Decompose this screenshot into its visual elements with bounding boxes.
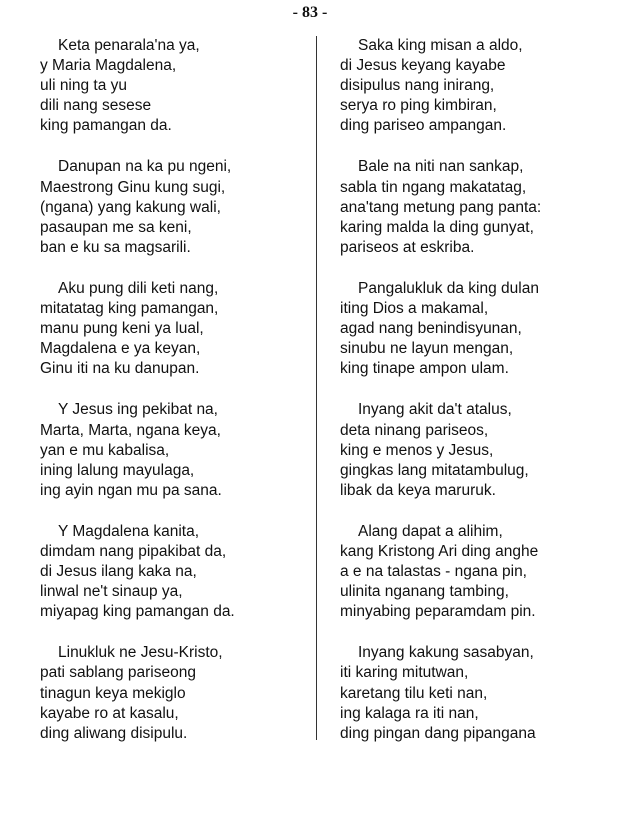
verse-line: sabla tin ngang makatatag,: [340, 178, 527, 196]
stanza: [40, 279, 310, 379]
verse-line: karetang tilu keti nan,: [340, 684, 488, 702]
verse-line: iti karing mitutwan,: [340, 664, 469, 682]
verse-line: uli ning ta yu: [40, 77, 128, 95]
verse-line: king pamangan da.: [40, 117, 172, 135]
verse-line: kang Kristong Ari ding anghe: [340, 542, 539, 560]
verse-line: di Jesus ilang kaka na,: [40, 563, 197, 581]
verse-line: Ginu iti na ku danupan.: [40, 360, 200, 378]
verse-line: pasaupan me sa keni,: [40, 218, 192, 236]
stanza: [340, 400, 580, 500]
verse-line: ding aliwang disipulu.: [40, 724, 188, 742]
verse-line: minyabing peparamdam pin.: [340, 603, 536, 621]
verse-line: Y Jesus ing pekibat na,: [58, 401, 218, 419]
verse-line: (ngana) yang kakung wali,: [40, 198, 221, 216]
verse-line: Keta penarala'na ya,: [58, 37, 200, 54]
stanza: [340, 36, 580, 136]
verse-line: ana'tang metung pang panta:: [340, 198, 542, 216]
verse-line: kayabe ro at kasalu,: [40, 704, 179, 722]
verse-line: iting Dios a makamal,: [340, 300, 489, 318]
verse-line: serya ro ping kimbiran,: [340, 97, 497, 115]
verse-line: Saka king misan a aldo,: [358, 37, 523, 54]
verse-line: sinubu ne layun mengan,: [340, 340, 514, 358]
verse-line: Danupan na ka pu ngeni,: [58, 158, 232, 176]
verse-line: tinagun keya mekiglo: [40, 684, 186, 702]
verse-line: ing ayin ngan mu pa sana.: [40, 481, 222, 499]
stanza: [340, 522, 580, 622]
stanza: [340, 279, 580, 379]
verse-line: ing kalaga ra iti nan,: [340, 704, 479, 722]
stanza: [40, 157, 310, 257]
verse-line: yan e mu kabalisa,: [40, 441, 170, 459]
verse-line: a e na talastas - ngana pin,: [340, 563, 527, 581]
verse-line: linwal ne't sinaup ya,: [40, 583, 183, 601]
verse-line: king tinape ampon ulam.: [340, 360, 509, 378]
stanza: [340, 643, 580, 743]
verse-line: Pangalukluk da king dulan: [358, 279, 539, 297]
verse-line: pariseos at eskriba.: [340, 238, 475, 256]
verse-line: king e menos y Jesus,: [340, 441, 494, 459]
verse-line: dimdam nang pipakibat da,: [40, 542, 227, 560]
verse-line: Inyang akit da't atalus,: [358, 401, 512, 419]
verse-line: ding pariseo ampangan.: [340, 117, 507, 135]
stanza: [340, 157, 580, 257]
verse-line: Inyang kakung sasabyan,: [358, 644, 534, 662]
verse-line: Maestrong Ginu kung sugi,: [40, 178, 226, 196]
verse-line: di Jesus keyang kayabe: [340, 57, 506, 75]
verse-line: mitatatag king pamangan,: [40, 300, 219, 318]
verse-line: deta ninang pariseos,: [340, 421, 489, 439]
verse-line: ining lalung mayulaga,: [40, 461, 195, 479]
verse-line: Bale na niti nan sankap,: [358, 158, 524, 176]
page-number: - 83 -: [292, 4, 328, 21]
verse-line: agad nang benindisyunan,: [340, 320, 522, 338]
verse-line: Aku pung dili keti nang,: [58, 279, 219, 297]
verse-line: karing malda la ding gunyat,: [340, 218, 534, 236]
verse-line: Alang dapat a alihim,: [358, 522, 503, 540]
verse-line: Y Magdalena kanita,: [58, 522, 200, 540]
verse-line: ban e ku sa magsarili.: [40, 238, 191, 256]
verse-line: ding pingan dang pipangana: [340, 724, 536, 742]
verse-line: libak da keya maruruk.: [340, 481, 496, 499]
verse-line: gingkas lang mitatambulug,: [340, 461, 529, 479]
verse-line: Marta, Marta, ngana keya,: [40, 421, 221, 439]
verse-line: pati sablang pariseong: [40, 664, 196, 682]
verse-line: dili nang sesese: [40, 97, 152, 115]
stanza: [40, 643, 310, 743]
verse-line: Linukluk ne Jesu-Kristo,: [58, 644, 223, 662]
stanza: [40, 522, 310, 622]
verse-line: manu pung keni ya lual,: [40, 320, 204, 338]
stanza: [40, 400, 310, 500]
verse-line: disipulus nang inirang,: [340, 77, 495, 95]
stanza: [40, 36, 310, 136]
verse-line: miyapag king pamangan da.: [40, 603, 235, 621]
verse-line: Magdalena e ya keyan,: [40, 340, 201, 358]
right-column: [340, 36, 580, 765]
verse-line: y Maria Magdalena,: [40, 57, 177, 75]
column-divider: [316, 36, 317, 740]
verse-line: ulinita nganang tambing,: [340, 583, 509, 601]
left-column: [40, 36, 310, 765]
